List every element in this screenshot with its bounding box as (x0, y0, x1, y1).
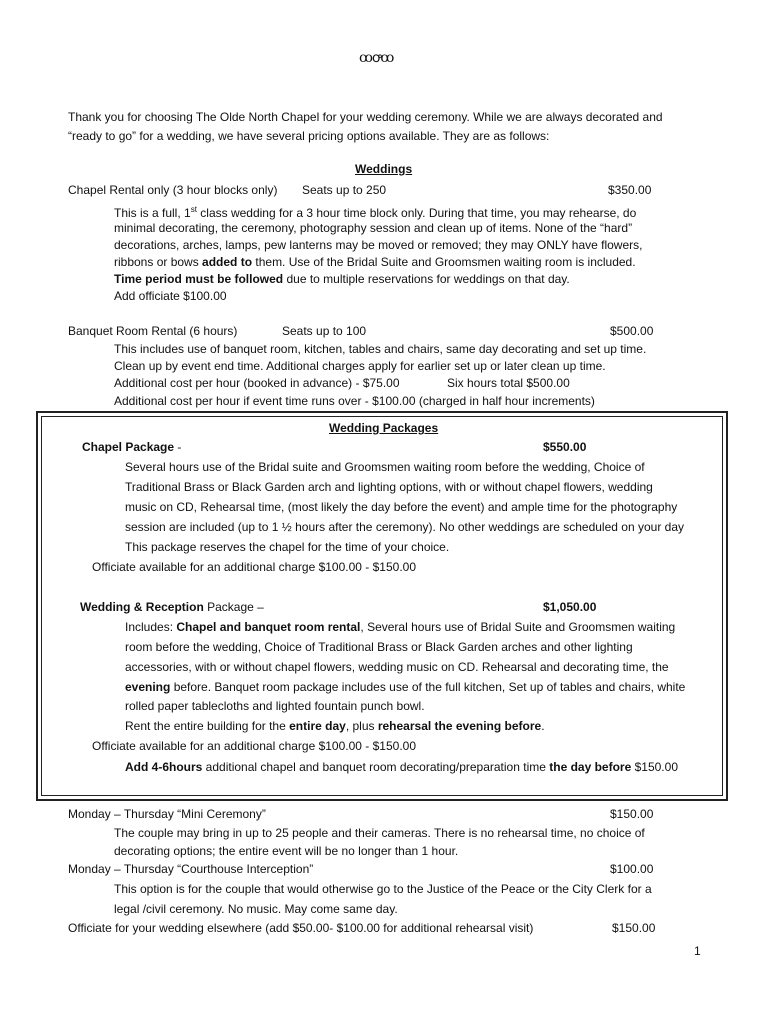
reception-package-desc-6: Rent the entire building for the entire day, plus rehearsal the evening before. (125, 719, 545, 733)
chapel-rental-seats: Seats up to 250 (302, 183, 387, 197)
ornament: ꝏꝍꝏ (359, 50, 394, 66)
chapel-package-price: $550.00 (543, 440, 587, 454)
officiate-elsewhere-title: Officiate for your wedding elsewhere (add $50.00- $100.00 for additional rehearsal visit) (68, 921, 534, 935)
banquet-rental-title: Banquet Room Rental (6 hours) (68, 324, 238, 338)
page-number: 1 (694, 944, 701, 958)
mini-ceremony-desc-2: decorating options; the entire event will be no longer than 1 hour. (114, 844, 459, 858)
chapel-package-desc-1: Several hours use of the Bridal suite and Groomsmen waiting room before the wedding, Choice of (125, 460, 645, 474)
reception-package-desc-5: rolled paper tablecloths and lighted fountain punch bowl. (125, 699, 425, 713)
banquet-rental-desc-2: Clean up by event end time. Additional charges apply for earlier set up or later clean up time. (114, 359, 606, 373)
chapel-package-desc-4: session are included (up to 1 ½ hours after the ceremony). No other weddings are scheduled on your day (125, 520, 684, 534)
courthouse-desc-2: legal /civil ceremony. No music. May come same day. (114, 902, 398, 916)
packages-heading: Wedding Packages (329, 421, 439, 435)
reception-package-price: $1,050.00 (543, 600, 597, 614)
chapel-package-desc-3: music on CD, Rehearsal time, (most likely the day before the event) and ample time for the photography (125, 500, 678, 514)
courthouse-desc-1: This option is for the couple that would otherwise go to the Justice of the Peace or the City Clerk for a (114, 882, 652, 896)
banquet-rental-price: $500.00 (610, 324, 654, 338)
chapel-rental-price: $350.00 (608, 183, 652, 197)
chapel-package-title: Chapel Package - (82, 440, 182, 454)
courthouse-title: Monday – Thursday “Courthouse Interception” (68, 862, 314, 876)
chapel-package-desc-2: Traditional Brass or Black Garden arch and lighting options, with or without chapel flowers, wedding (125, 480, 653, 494)
chapel-package-officiate: Officiate available for an additional charge $100.00 - $150.00 (92, 560, 417, 574)
mini-ceremony-title: Monday – Thursday “Mini Ceremony” (68, 807, 266, 821)
intro-line-2: “ready to go” for a wedding, we have several pricing options available. They are as follows: (68, 129, 550, 143)
banquet-rental-desc-4: Additional cost per hour if event time runs over - $100.00 (charged in half hour increments) (114, 394, 595, 408)
chapel-rental-desc-3: decorations, arches, lamps, pew lanterns may be moved or removed; they may ONLY have flowers, (114, 238, 643, 252)
chapel-rental-desc-6: Add officiate $100.00 (114, 289, 227, 303)
mini-ceremony-price: $150.00 (610, 807, 654, 821)
reception-package-desc-2: room before the wedding, Choice of Traditional Brass or Black Garden arches and other lighting (125, 640, 633, 654)
banquet-rental-seats: Seats up to 100 (282, 324, 367, 338)
banquet-rental-desc-3b: Six hours total $500.00 (447, 376, 570, 390)
reception-package-desc-3: accessories, with or without chapel flowers, wedding music on CD. Rehearsal and decorating time, the (125, 660, 669, 674)
chapel-rental-desc-1: This is a full, 1st class wedding for a 3 hour time block only. During that time, you may rehearse, do (114, 205, 637, 220)
reception-package-desc-4: evening before. Banquet room package includes use of the full kitchen, Set up of tables and chairs, white (125, 680, 686, 694)
weddings-heading: Weddings (355, 162, 413, 176)
mini-ceremony-desc-1: The couple may bring in up to 25 people and their cameras. There is no rehearsal time, no choice of (114, 826, 645, 840)
chapel-rental-desc-5: Time period must be followed due to multiple reservations for weddings on that day. (114, 272, 570, 286)
chapel-rental-desc-4: ribbons or bows added to them. Use of the Bridal Suite and Groomsmen waiting room is included. (114, 255, 636, 269)
chapel-rental-desc-2: minimal decorating, the ceremony, photography session and clean up of items. None of the “hard” (114, 221, 633, 235)
reception-package-desc-1: Includes: Chapel and banquet room rental, Several hours use of Bridal Suite and Groomsmen waiting (125, 620, 676, 634)
courthouse-price: $100.00 (610, 862, 654, 876)
intro-line-1: Thank you for choosing The Olde North Chapel for your wedding ceremony. While we are always decorated and (68, 110, 663, 124)
banquet-rental-desc-3a: Additional cost per hour (booked in advance) - $75.00 (114, 376, 400, 390)
chapel-rental-title: Chapel Rental only (3 hour blocks only) (68, 183, 278, 197)
chapel-package-desc-5: This package reserves the chapel for the time of your choice. (125, 540, 450, 554)
reception-package-addon: Add 4-6hours additional chapel and banquet room decorating/preparation time the day before $150.00 (125, 760, 678, 774)
banquet-rental-desc-1: This includes use of banquet room, kitchen, tables and chairs, same day decorating and set up time. (114, 342, 647, 356)
reception-package-officiate: Officiate available for an additional charge $100.00 - $150.00 (92, 739, 417, 753)
reception-package-title: Wedding & Reception Package – (80, 600, 264, 614)
officiate-elsewhere-price: $150.00 (612, 921, 656, 935)
